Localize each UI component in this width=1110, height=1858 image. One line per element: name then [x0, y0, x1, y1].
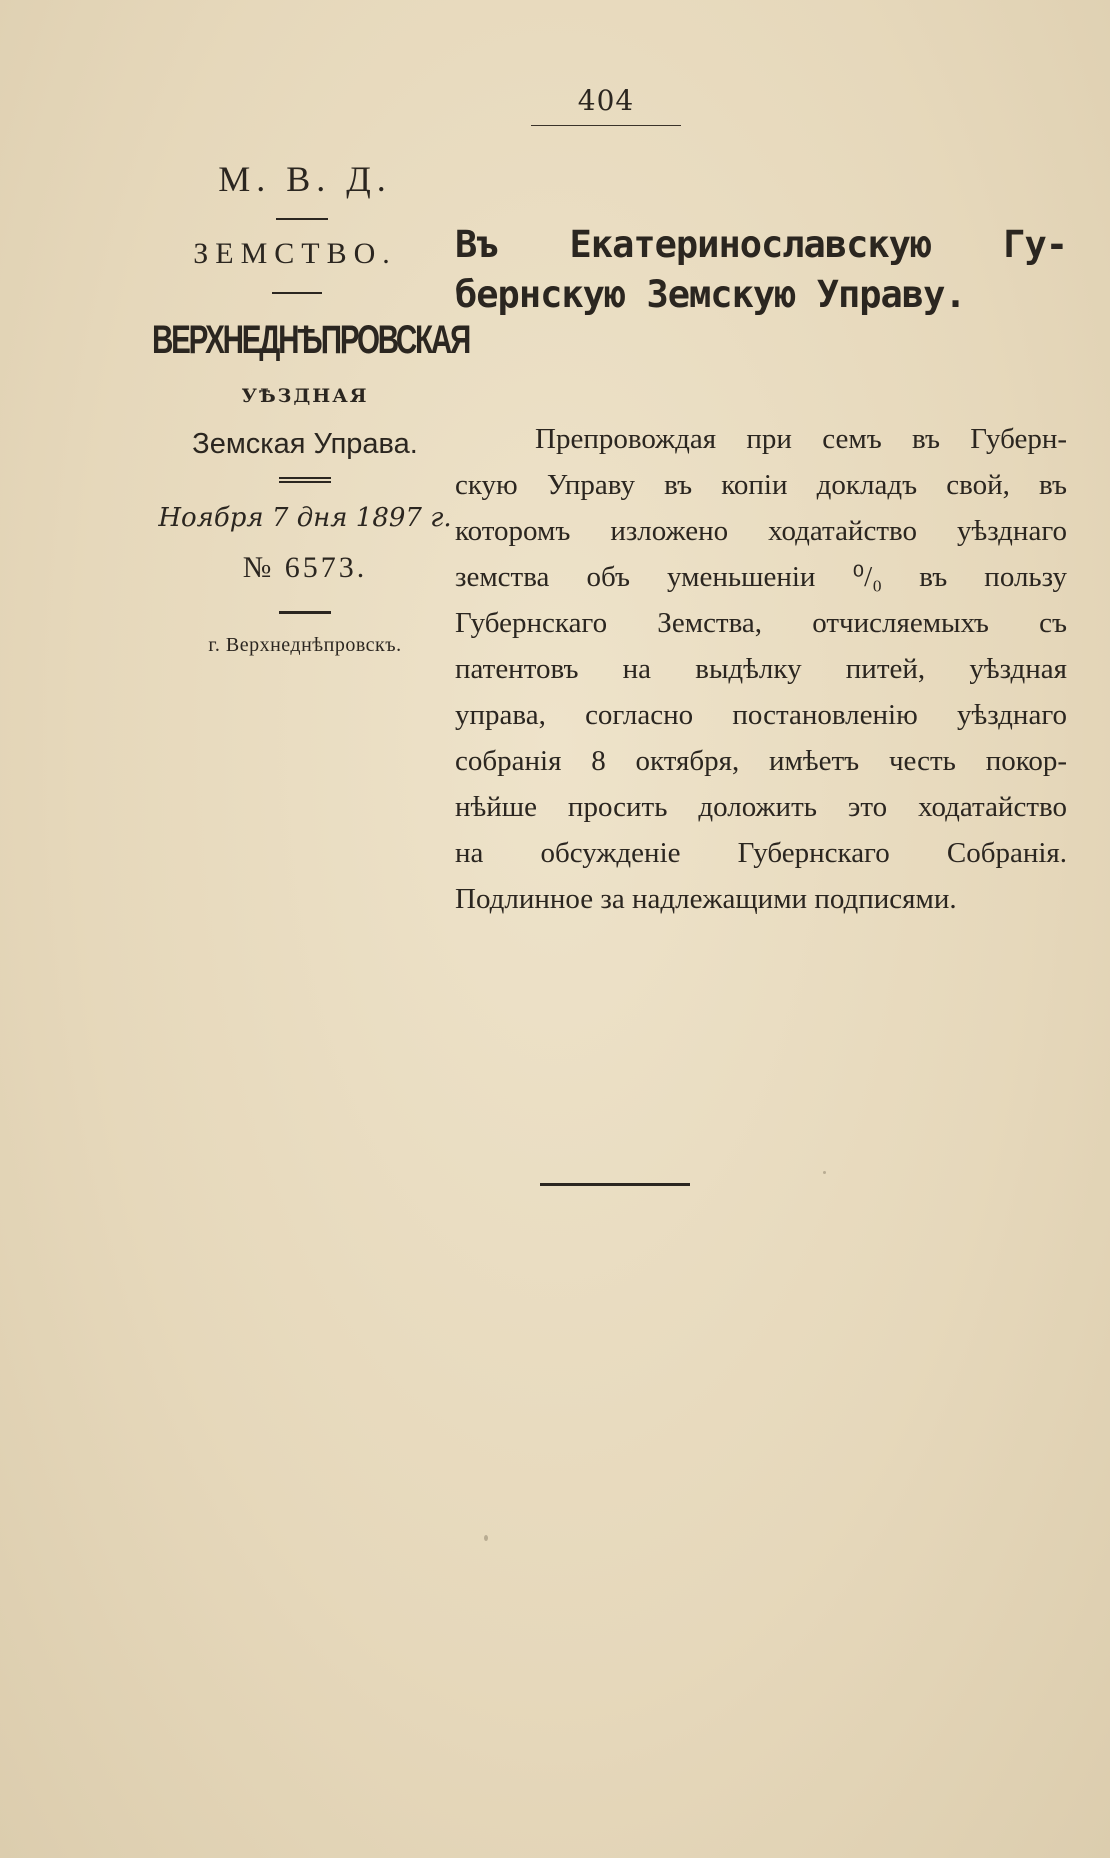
- letter-body: [455, 416, 1067, 922]
- page-number-rule: [531, 125, 681, 126]
- ministry-heading: М. В. Д.: [218, 159, 392, 199]
- body-line: которомъ изложено ходатайство уѣзднаго: [455, 515, 1067, 547]
- body-line: Подлинное за надлежащими подписями.: [455, 883, 957, 915]
- body-line: управа, согласно постановленію уѣзднаго: [455, 699, 1067, 731]
- district-type: УѢЗДНАЯ: [241, 385, 369, 407]
- body-line: нѣйше просить доложить это ходатайство: [455, 791, 1067, 823]
- end-divider: [540, 1183, 690, 1186]
- divider: [276, 218, 328, 220]
- body-line: Губернскаго Земства, отчисляемыхъ съ: [455, 607, 1067, 639]
- body-line: земства объ уменьшеніи ⁰/₀ въ пользу: [455, 561, 1067, 593]
- addressee-heading: [455, 220, 1067, 320]
- body-line: скую Управу въ копіи докладъ свой, въ: [455, 469, 1067, 501]
- divider: [272, 292, 322, 294]
- double-divider: [279, 477, 331, 483]
- addressee-line: бернскую Земскую Управу.: [455, 273, 966, 316]
- paper-speck: [823, 1171, 826, 1174]
- zemstvo-heading: ЗЕМСТВО.: [193, 237, 397, 270]
- addressee-line: Въ Екатеринославскую Гу-: [455, 223, 1067, 266]
- body-line: Препровождая при семъ въ Губерн-: [535, 423, 1067, 455]
- district-name: ВЕРХНЕДНѢПРОВСКАЯ: [152, 318, 470, 362]
- page-number: 404: [577, 84, 635, 117]
- board-name: Земская Управа.: [192, 428, 418, 460]
- divider: [279, 611, 331, 614]
- body-line: собранія 8 октября, имѣетъ честь покор-: [455, 745, 1067, 777]
- city-name: г. Верхнеднѣпровскъ.: [208, 634, 402, 656]
- body-line: на обсужденіе Губернскаго Собранія.: [455, 837, 1067, 869]
- document-date: Ноября 7 дня 1897 г.: [158, 503, 452, 533]
- body-line: патентовъ на выдѣлку питей, уѣздная: [455, 653, 1067, 685]
- document-number: № 6573.: [242, 551, 368, 584]
- paper-speck: [484, 1535, 488, 1541]
